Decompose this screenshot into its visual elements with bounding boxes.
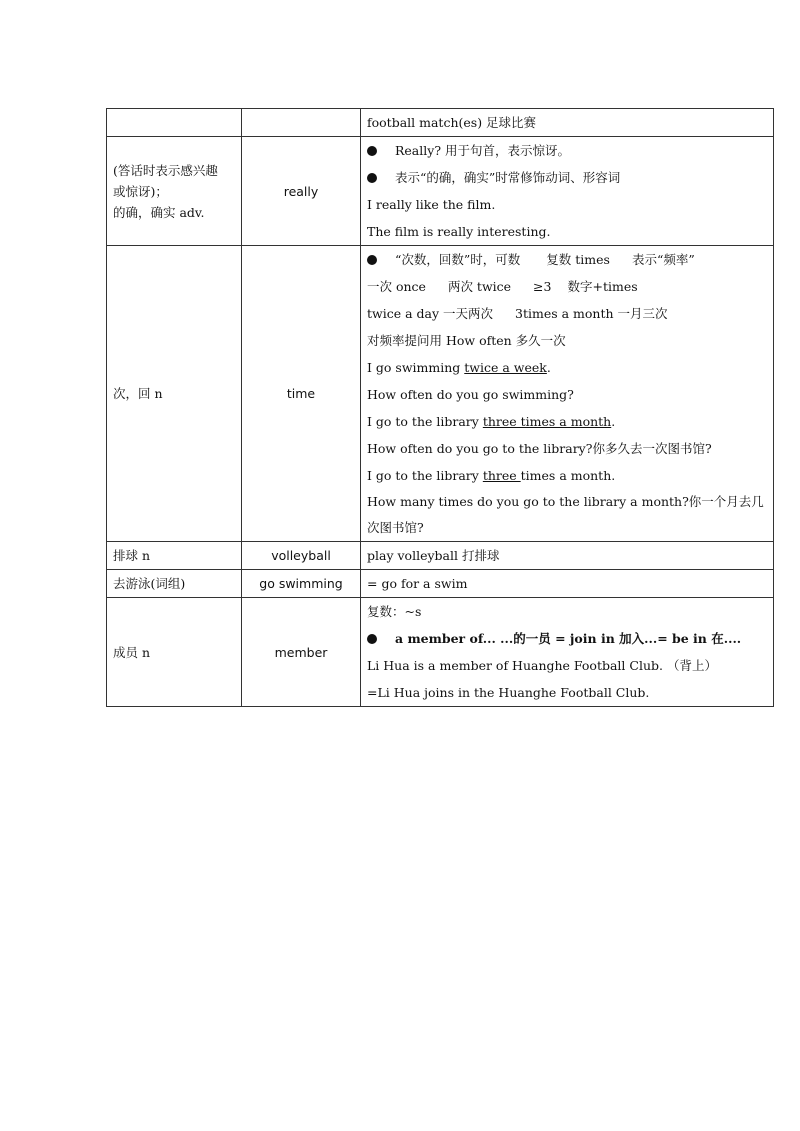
bullet-icon — [367, 146, 377, 156]
word-cell: time — [242, 246, 361, 542]
word-cell: really — [242, 137, 361, 246]
notes-cell — [361, 598, 774, 707]
chinese-cell: 排球 n — [107, 542, 242, 570]
note-line: play volleyball 打排球 — [367, 548, 500, 563]
note-line: I really like the film. — [367, 197, 496, 212]
table-row — [107, 109, 774, 137]
table-row — [107, 542, 774, 570]
notes-cell — [361, 570, 774, 598]
note-line: 对频率提问用 How often 多久一次 — [367, 333, 566, 348]
word-cell — [242, 109, 361, 137]
note-line: I go to the library three times a month. — [367, 414, 616, 429]
notes-cell — [361, 542, 774, 570]
note-line: I go swimming twice a week. — [367, 360, 551, 375]
notes-cell — [361, 109, 774, 137]
notes-cell — [361, 137, 774, 246]
chinese-cell — [107, 109, 242, 137]
chinese-cell — [107, 137, 242, 246]
bullet-icon — [367, 173, 377, 183]
table-row — [107, 598, 774, 707]
note-line: twice a day 一天两次 3times a month 一月三次 — [367, 306, 668, 321]
bullet-icon — [367, 255, 377, 265]
note-line: = go for a swim — [367, 576, 468, 591]
note-line: How many times do you go to the library a month?你一个月去几次图书馆? — [367, 494, 764, 535]
note-line: Li Hua is a member of Huanghe Football Club. （背上） — [367, 658, 717, 673]
note-line: 一次 once 两次 twice ≥3 数字+times — [367, 279, 638, 294]
bullet-line: 表示“的确，确实”时常修饰动词、形容词 — [367, 164, 767, 191]
chinese-cell: 次，回 n — [107, 246, 242, 542]
bullet-line: “次数，回数”时，可数 复数 times 表示“频率” — [367, 246, 767, 273]
note-line: football match(es) 足球比赛 — [367, 115, 537, 130]
word-cell: volleyball — [242, 542, 361, 570]
bullet-line: a member of... ...的一员 = join in 加入...= be in 在.... — [367, 625, 767, 652]
chinese-cell: 去游泳(词组) — [107, 570, 242, 598]
table-row — [107, 570, 774, 598]
note-line: =Li Hua joins in the Huanghe Football Club. — [367, 685, 650, 700]
notes-cell — [361, 246, 774, 542]
chinese-line: 的确，确实 adv. — [113, 204, 205, 220]
table-row — [107, 137, 774, 246]
bullet-line: Really? 用于句首，表示惊讶。 — [367, 137, 767, 164]
chinese-cell: 成员 n — [107, 598, 242, 707]
note-line: 复数：~s — [367, 604, 422, 619]
bullet-icon — [367, 634, 377, 644]
note-line: I go to the library three times a month. — [367, 468, 616, 483]
vocabulary-table — [106, 108, 774, 707]
chinese-line: (答话时表示感兴趣 — [113, 162, 218, 178]
word-cell: member — [242, 598, 361, 707]
note-line: How often do you go to the library?你多久去一次图书馆? — [367, 441, 712, 456]
chinese-line: 或惊讶)； — [113, 183, 168, 199]
word-cell: go swimming — [242, 570, 361, 598]
table-row — [107, 246, 774, 542]
note-line: How often do you go swimming? — [367, 387, 574, 402]
note-line: The film is really interesting. — [367, 224, 551, 239]
